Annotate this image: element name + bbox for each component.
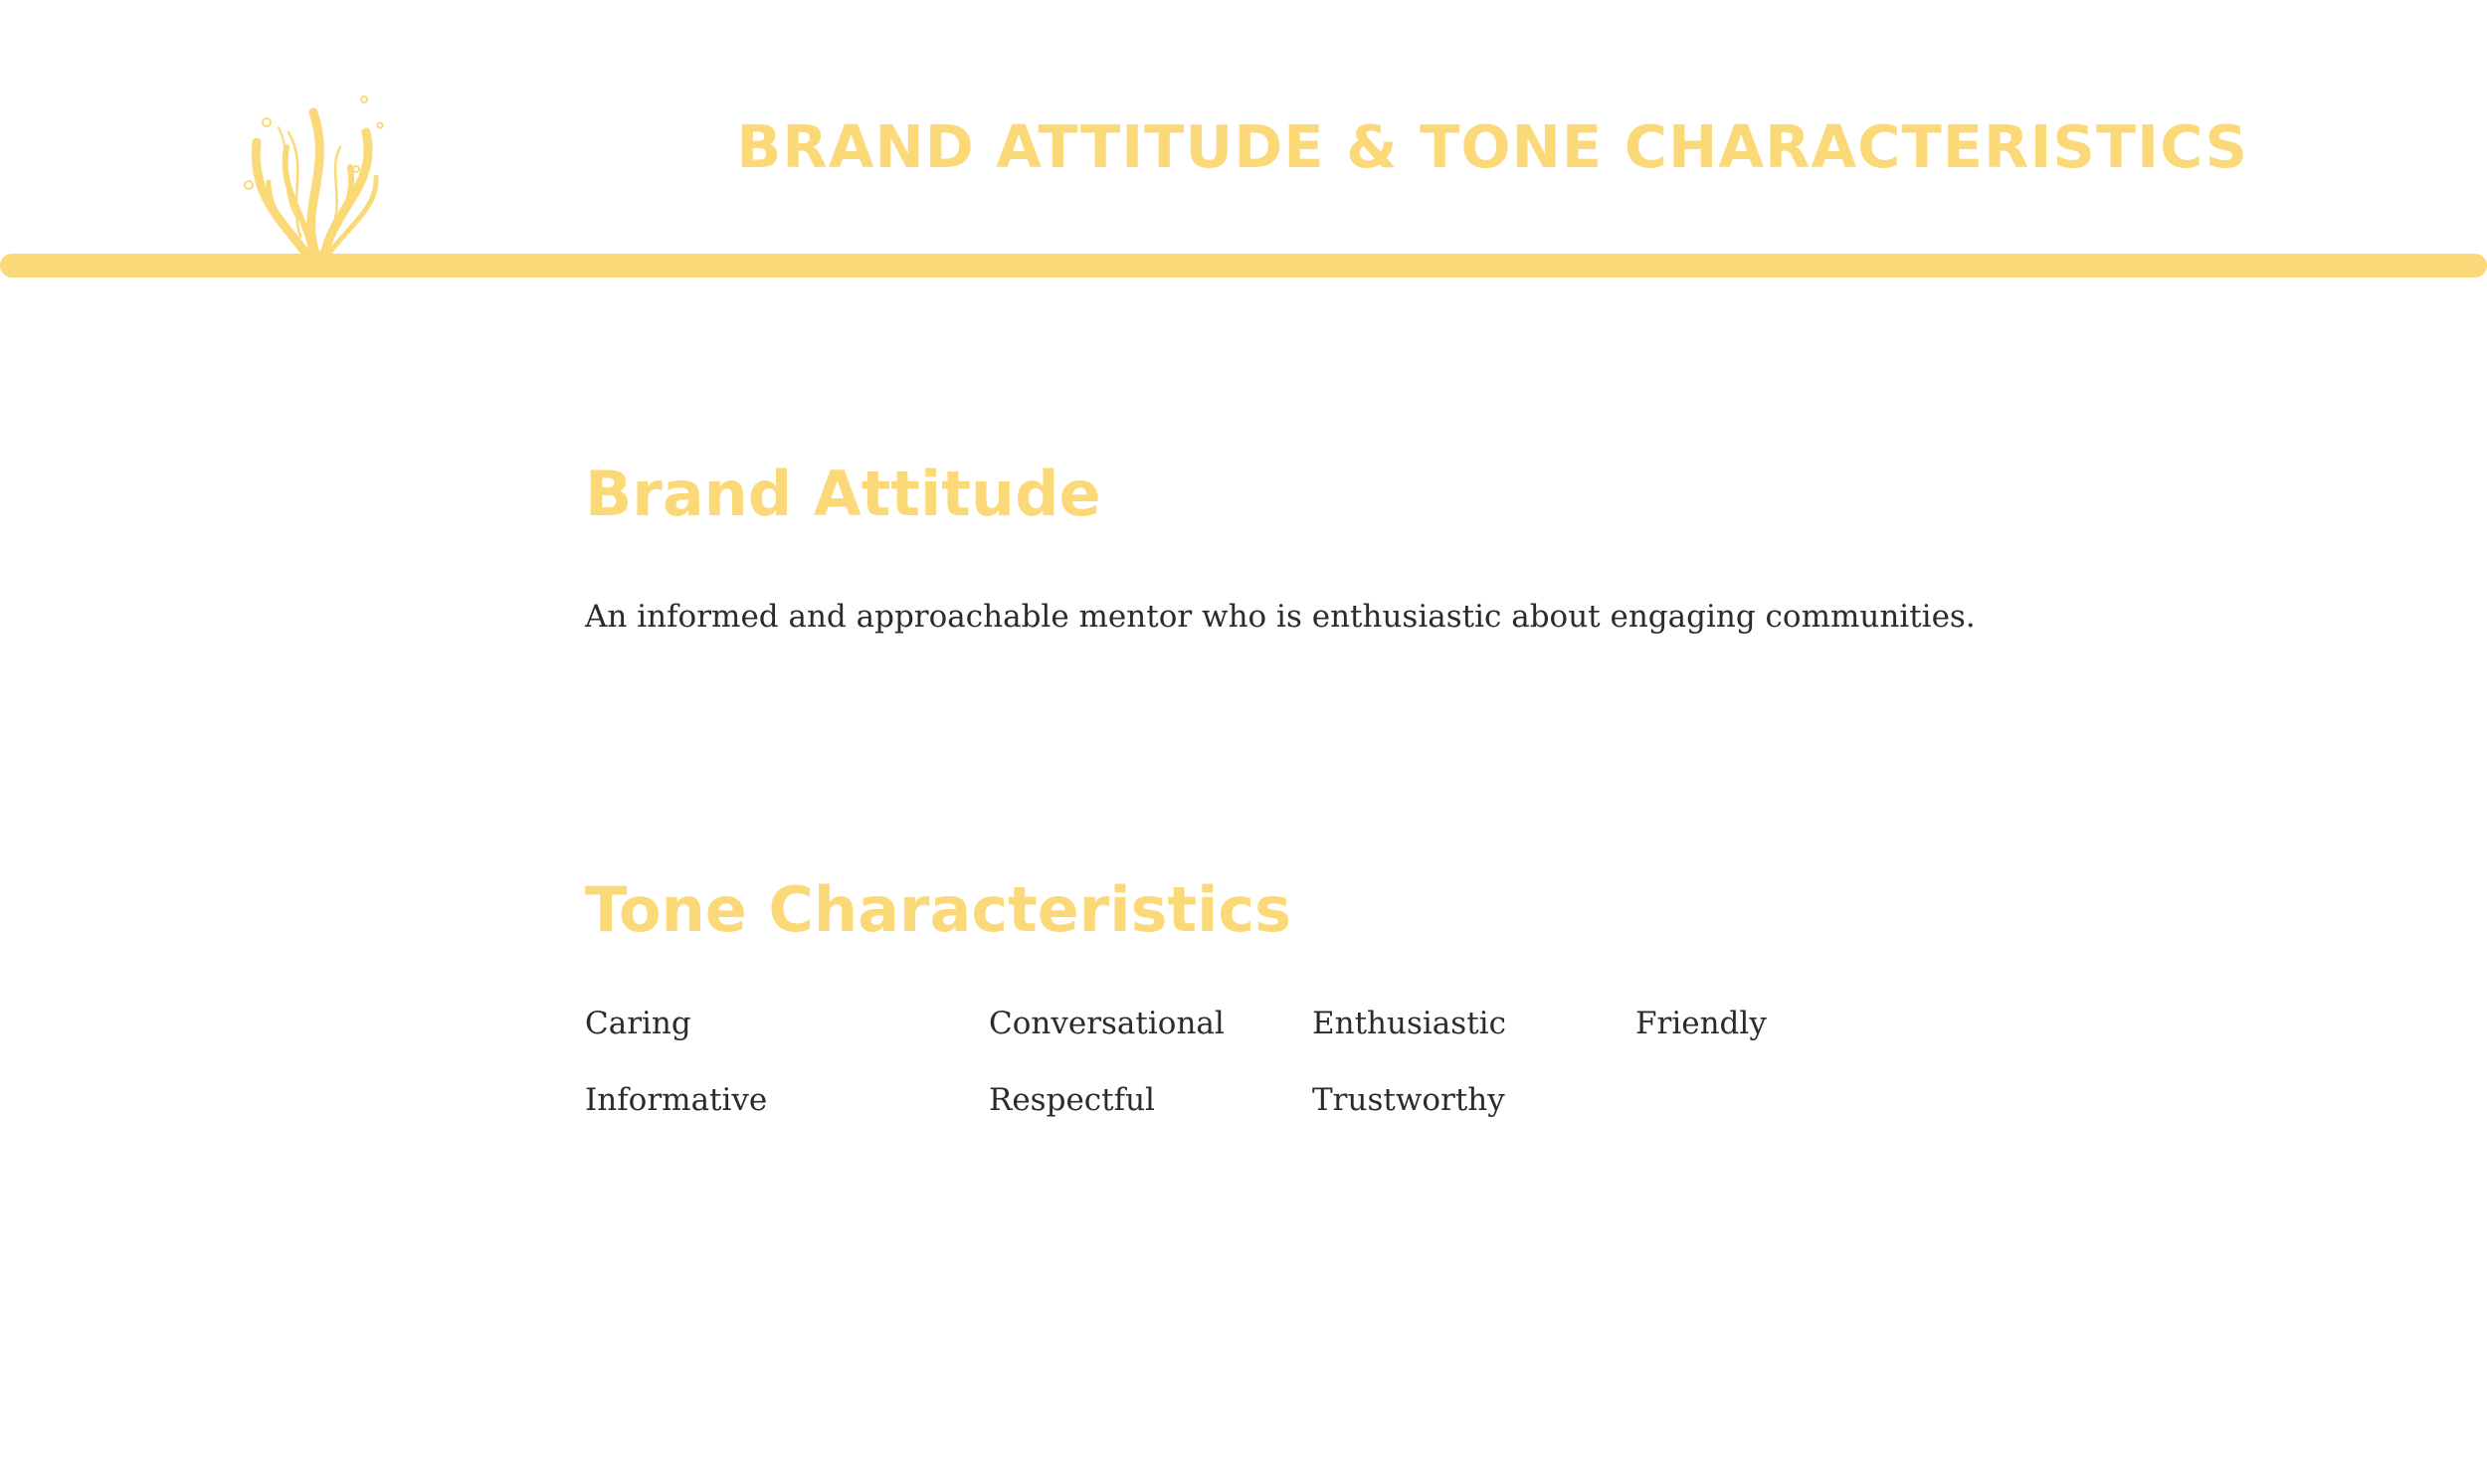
seaweed-icon bbox=[239, 88, 388, 262]
tone-item-trustworthy: Trustworthy bbox=[1312, 1082, 1505, 1118]
tone-item-enthusiastic: Enthusiastic bbox=[1312, 1006, 1506, 1041]
tone-item-caring: Caring bbox=[585, 1006, 691, 1041]
tone-item-friendly: Friendly bbox=[1635, 1006, 1767, 1041]
tone-item-respectful: Respectful bbox=[989, 1082, 1155, 1118]
tone-item-conversational: Conversational bbox=[989, 1006, 1225, 1041]
tone-characteristics-heading: Tone Characteristics bbox=[585, 873, 1292, 946]
page-title: BRAND ATTITUDE & TONE CHARACTERISTICS bbox=[736, 112, 2248, 181]
brand-attitude-heading: Brand Attitude bbox=[585, 458, 1101, 530]
brand-attitude-description: An informed and approachable mentor who is enthusiastic about engaging communities. bbox=[585, 599, 1976, 635]
tone-item-informative: Informative bbox=[585, 1082, 768, 1118]
header-divider bbox=[0, 254, 2487, 278]
